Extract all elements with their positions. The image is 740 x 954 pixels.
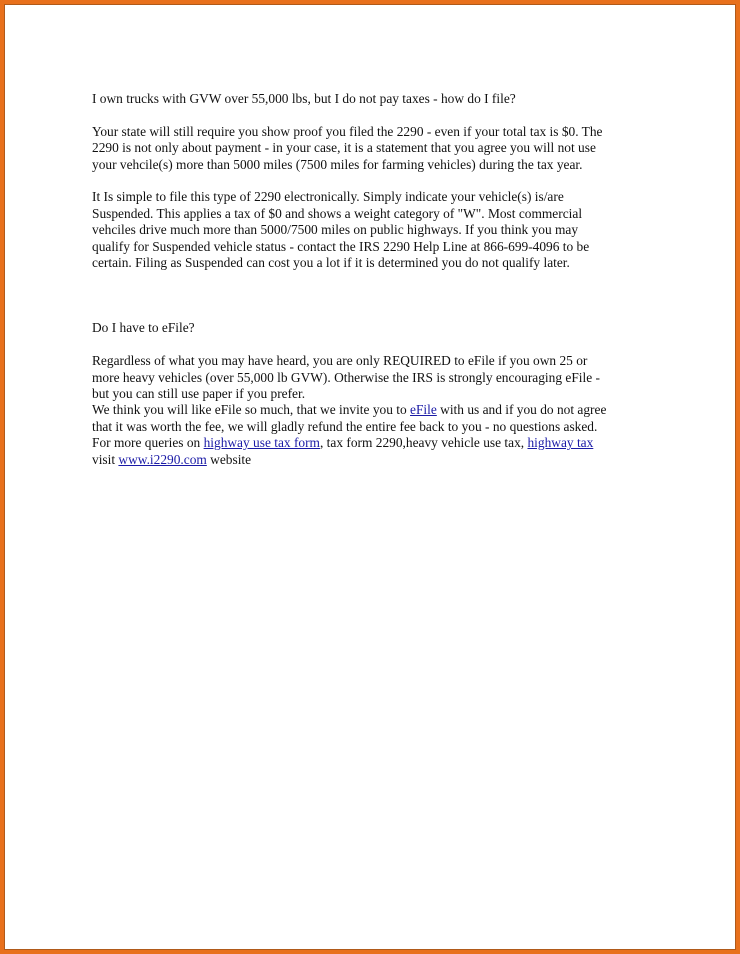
highway-tax-link[interactable]: highway tax (527, 435, 594, 451)
queries-text-before: For more queries on (92, 435, 204, 451)
paragraph-line: more heavy vehicles (over 55,000 lb GVW). Otherwise the IRS is strongly encouraging eFile - (92, 369, 600, 385)
visit-text-before: visit (92, 451, 119, 467)
spacer (92, 271, 652, 320)
paragraph-line: 2290 is not only about payment - in your case, it is a statement that you agree you will not use (92, 140, 596, 156)
paragraph-line: your vehcile(s) more than 5000 miles (7500 miles for farming vehicles) during the tax year. (92, 156, 583, 172)
queries-line (92, 435, 652, 451)
visit-line (92, 452, 652, 468)
document-page (4, 4, 736, 950)
highway-use-tax-form-link[interactable]: highway use tax form (203, 435, 320, 451)
question-heading-efile: Do I have to eFile? (92, 320, 195, 336)
invite-line (92, 402, 652, 418)
queries-text-middle: , tax form 2290,heavy vehicle use tax, (319, 435, 528, 451)
refund-line: that it was worth the fee, we will gladly refund the entire fee back to you - no questions asked. (92, 418, 598, 434)
paragraph-line: Suspended. This applies a tax of $0 and shows a weight category of "W". Most commercial (92, 205, 583, 221)
paragraph-line: Regardless of what you may have heard, you are only REQUIRED to eFile if you own 25 or (92, 353, 588, 369)
i2290-website-link[interactable]: www.i2290.com (118, 451, 207, 467)
spacer (92, 107, 652, 123)
paragraph-line: qualify for Suspended vehicle status - contact the IRS 2290 Help Line at 866-699-4096 to be (92, 238, 590, 254)
paragraph-line: It Is simple to file this type of 2290 electronically. Simply indicate your vehicle(s) is/are (92, 189, 564, 205)
spacer (92, 173, 652, 189)
efile-link[interactable]: eFile (410, 402, 437, 418)
paragraph-line: certain. Filing as Suspended can cost you a lot if it is determined you do not qualify later. (92, 255, 570, 271)
question-heading-gvw: I own trucks with GVW over 55,000 lbs, but I do not pay taxes - how do I file? (92, 91, 516, 106)
document-body (92, 91, 652, 468)
invite-text-after: with us and if you do not agree (436, 402, 607, 418)
spacer (92, 337, 652, 353)
invite-text-before: We think you will like eFile so much, that we invite you to (92, 402, 411, 418)
paragraph-line: Your state will still require you show proof you filed the 2290 - even if your total tax is $0. The (92, 123, 603, 139)
paragraph-line: vehciles drive much more than 5000/7500 miles on public highways. If you think you may (92, 222, 579, 238)
paragraph-line: but you can still use paper if you prefer. (92, 386, 306, 402)
visit-text-after: website (206, 451, 252, 467)
